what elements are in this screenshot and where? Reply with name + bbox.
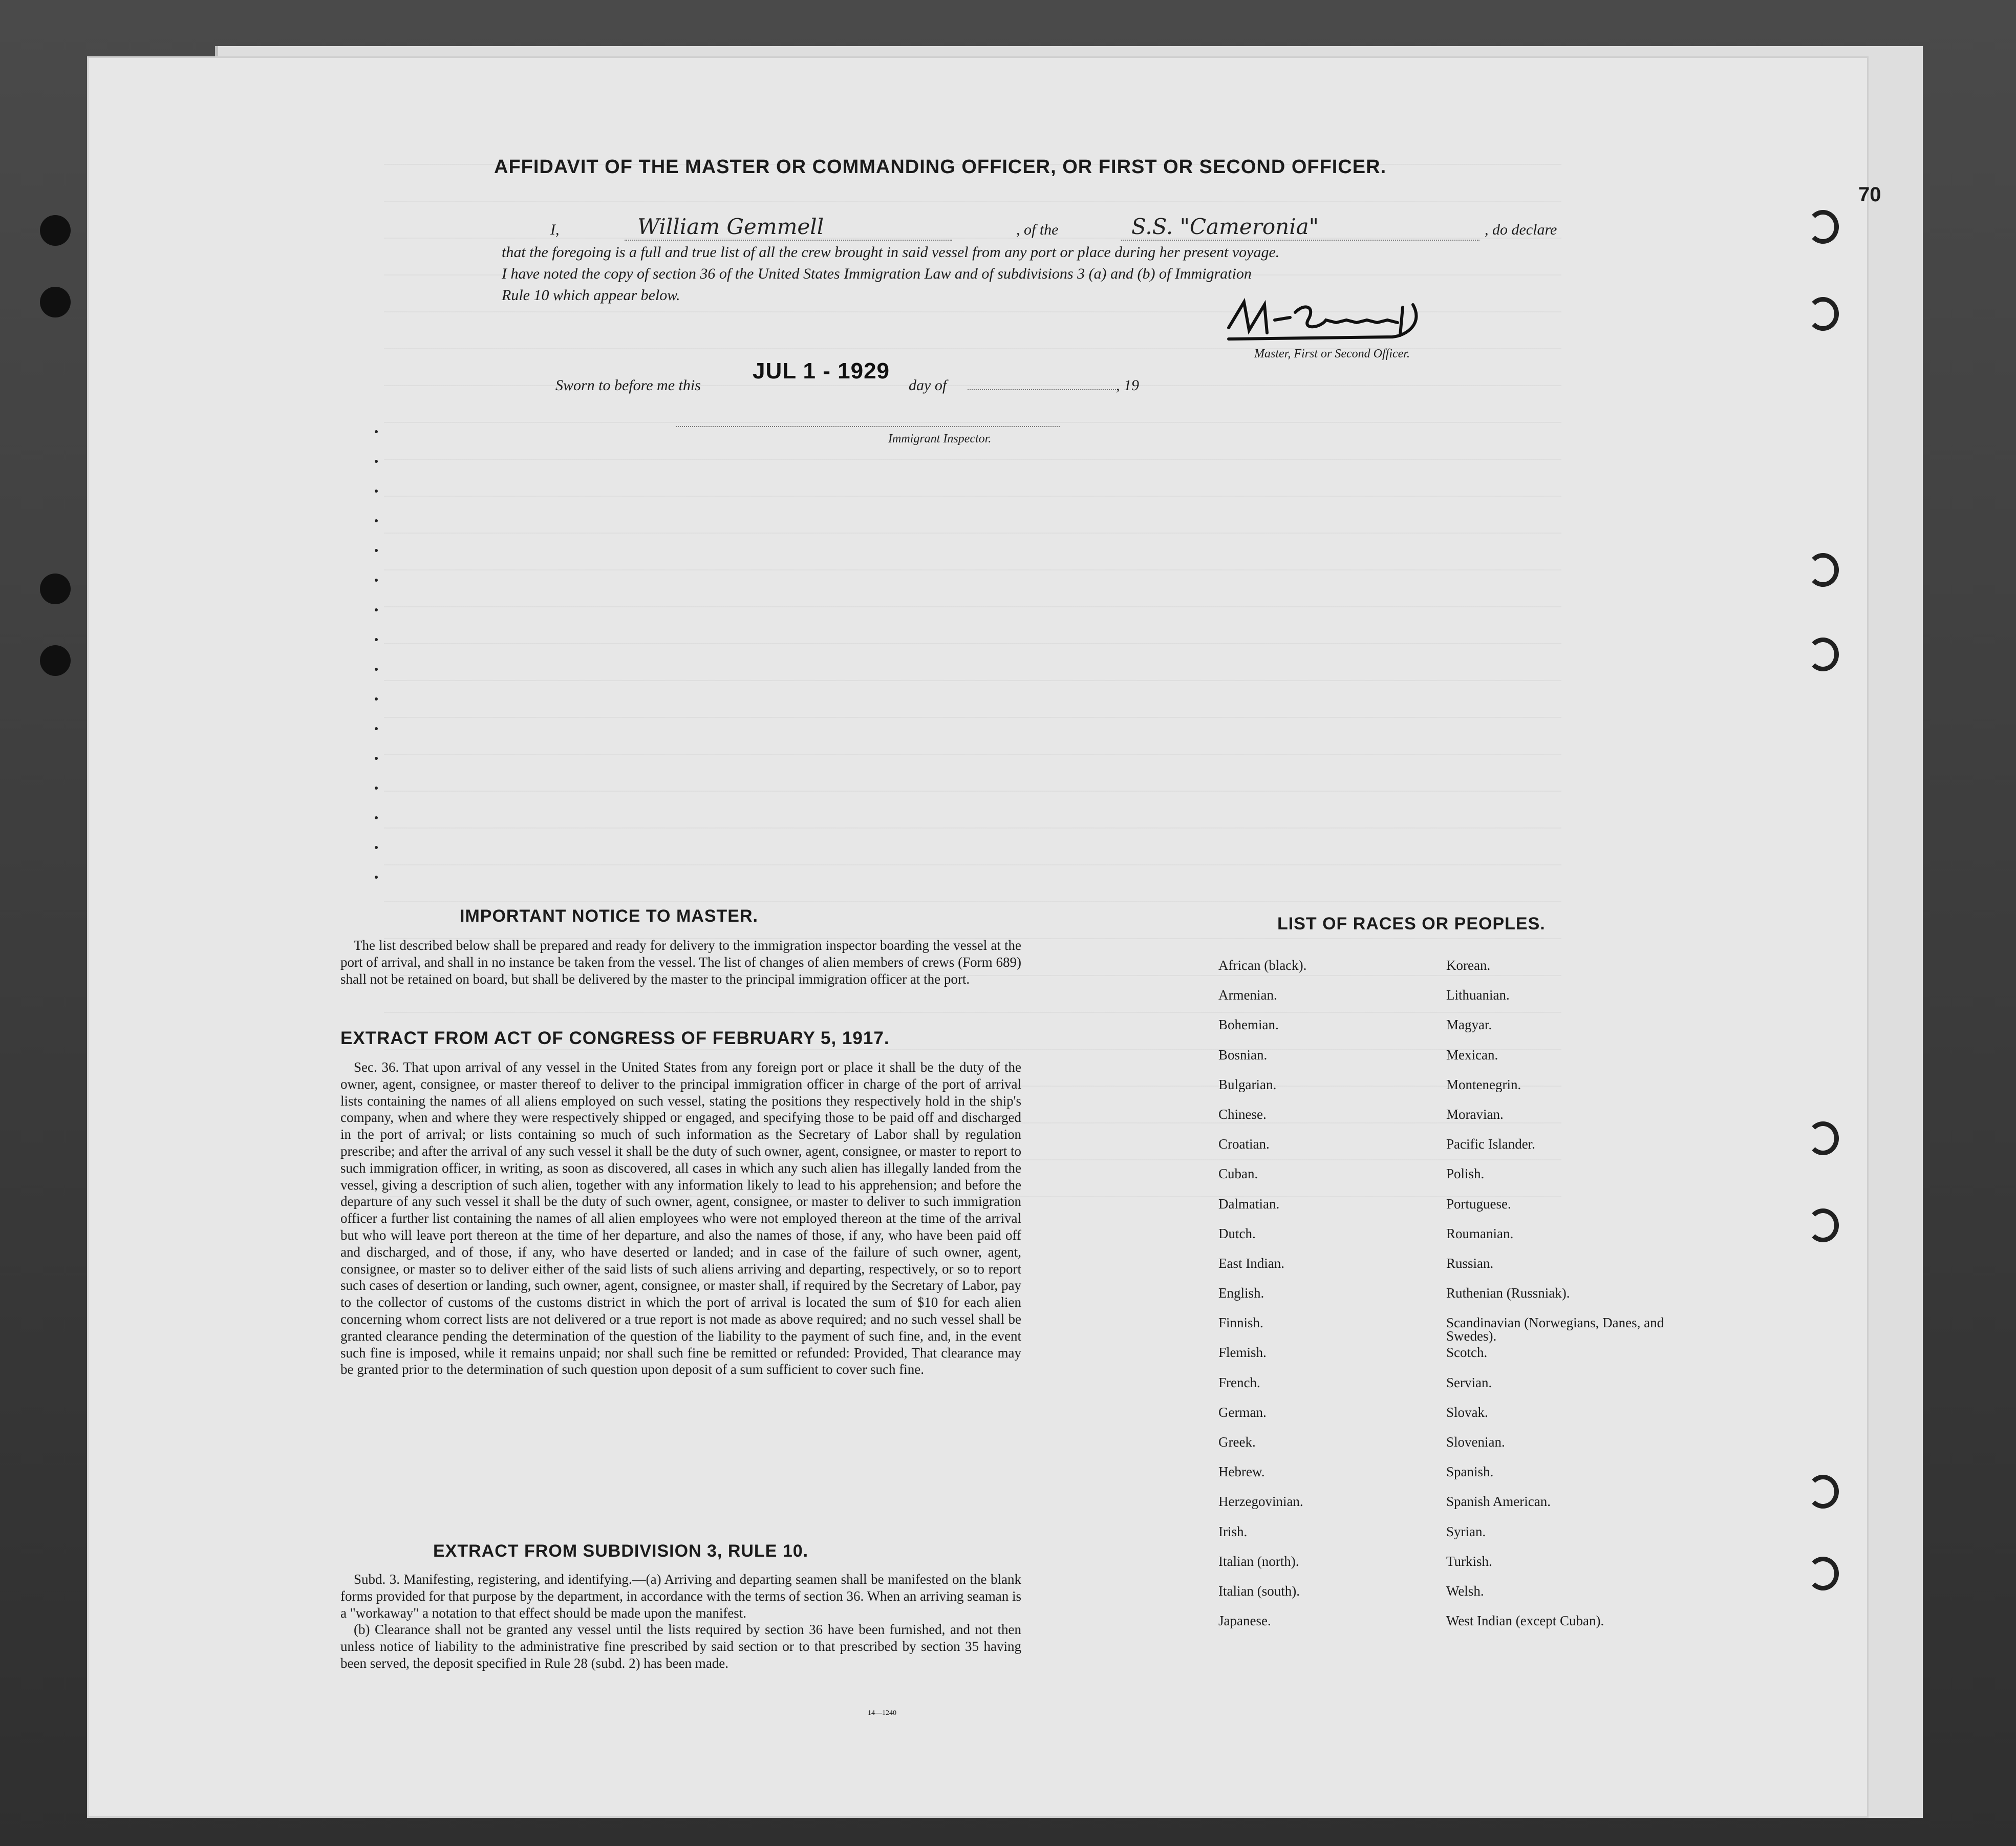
race-item: Dalmatian. [1218,1196,1280,1212]
binding-hole [40,574,71,604]
sworn-label: Sworn to before me this [555,377,701,394]
notice-heading: IMPORTANT NOTICE TO MASTER. [460,906,758,926]
race-item: Ruthenian (Russniak). [1446,1285,1570,1301]
race-item: Lithuanian. [1446,987,1510,1003]
notice-text: The list described below shall be prepared and ready for delivery to the immigration inspector boarding the vessel at the port of arrival, and shall in no instance be taken from the vessel. The list of changes of alien members of crews (Form 689) shall not be retained on board, but shall be delivered by the master to the principal immigration officer at the port. [340,938,1021,987]
binder-ring [1807,1475,1839,1509]
affidavit-heading: AFFIDAVIT OF THE MASTER OR COMMANDING OFFICER, OR FIRST OR SECOND OFFICER. [494,156,1387,178]
inspector-caption: Immigrant Inspector. [888,432,992,445]
race-item: Bohemian. [1218,1017,1279,1033]
year-label: , 19 [1116,377,1139,394]
race-item: East Indian. [1218,1255,1284,1271]
race-item: German. [1218,1404,1267,1420]
race-item: Flemish. [1218,1345,1267,1361]
i-label: I, [550,221,560,238]
rule-text-block [340,1571,1021,1672]
race-item: Irish. [1218,1523,1248,1539]
races-right-column [1446,959,1671,1644]
binder-ring [1807,638,1839,671]
of-the-label: , of the [1016,221,1059,238]
master-name-handwritten: William Gemmell [637,214,824,239]
manifest-page [87,56,1881,1818]
races-heading: LIST OF RACES OR PEOPLES. [1277,914,1546,933]
row-dot [375,638,378,641]
row-dot [375,846,378,849]
race-item: Cuban. [1218,1166,1258,1182]
month-underline [968,389,1116,390]
race-item: West Indian (except Cuban). [1446,1613,1604,1629]
inspector-signature-line [676,426,1060,427]
row-dot [375,549,378,552]
row-dot [375,519,378,522]
race-item: Roumanian. [1446,1225,1514,1241]
race-item: English. [1218,1285,1264,1301]
row-dot [375,579,378,582]
race-item: Italian (north). [1218,1553,1299,1569]
row-dot [375,787,378,790]
do-declare-label: , do declare [1485,221,1557,238]
race-item: Finnish. [1218,1315,1263,1331]
binder-ring [1807,1208,1839,1242]
signature-caption: Master, First or Second Officer. [1254,347,1410,360]
row-dot [375,460,378,463]
date-stamp: JUL 1 - 1929 [753,358,890,384]
act-text-block [340,1059,1021,1378]
race-item: Pacific Islander. [1446,1136,1535,1152]
act-text: Sec. 36. That upon arrival of any vessel in the United States from any foreign port or place it shall be the duty of the owner, agent, consignee, or master thereof to deliver to the principal immigration officer in charge of the port of arrival lists containing the names of all aliens employed on such vessel, stating the positions they respectively hold in the ship's company, when and where they were respectively shipped or engaged, and specifying those to be paid off and discharged in the port of arrival; or lists containing so much of such information as the Secretary of Labor shall by regulation prescribe; and after the arrival of any such vessel it shall be the duty of such owner, agent, consignee, or master to report to such immigration officer, in writing, as soon as discovered, all cases in which any such alien has illegally landed from the vessel, giving a description of such alien, together with any information likely to lead to his apprehension; and before the departure of any such vessel it shall be the duty of such owner, agent, consignee, or master to deliver to such immigration officer a further list containing the names of all alien employees who were not employed thereon at the time of the arrival but who will leave port thereon at the time of her departure, and also the names of those, if any, who have been paid off and discharged, and of those, if any, who have deserted or landed; and in case of the failure of such owner, agent, consignee, or master so to deliver either of the said lists of such aliens arriving and departing, respectively, or so to report such cases of desertion or landing, such owner, agent, consignee, or master shall, if required by the Secretary of Labor, pay to the collector of customs of the customs district in which the port of arrival is located the sum of $10 for each alien concerning whom correct lists are not delivered or a true report is not made as above required; and no such vessel shall be granted clearance pending the determination of the question of the liability to the payment of such fine, and, in the event such fine is imposed, while it remains unpaid; nor shall such fine be remitted or refunded: Provided, That clearance may be granted prior to the determination of such question upon deposit of a sum sufficient to cover such fine. [340,1059,1021,1377]
name-underline [625,240,952,241]
race-item: Syrian. [1446,1523,1486,1539]
race-item: Bosnian. [1218,1047,1268,1063]
race-item: Herzegovinian. [1218,1494,1303,1510]
day-of-label: day of [909,377,947,394]
row-dot [375,697,378,701]
race-item: Armenian. [1218,987,1277,1003]
rule-para-a: Subd. 3. Manifesting, registering, and identifying.—(a) Arriving and departing seamen shall be manifested on the blank forms provided for that purpose by the department, in accordance with the terms of section 36. When an arriving seaman is a "workaway" a notation to that effect should be made upon the manifest. [340,1572,1021,1621]
race-item: Montenegrin. [1446,1076,1521,1092]
binding-hole [40,645,71,676]
row-dot [375,490,378,493]
row-dot [375,727,378,730]
race-item: Turkish. [1446,1553,1492,1569]
act-heading: EXTRACT FROM ACT OF CONGRESS OF FEBRUARY 5, 1917. [340,1028,890,1048]
vessel-name-handwritten: S.S. "Cameronia" [1131,214,1319,239]
race-item: Magyar. [1446,1017,1492,1033]
binder-ring [1807,210,1839,244]
binding-hole [40,287,71,317]
notice-text-block [340,937,1021,987]
race-item: Polish. [1446,1166,1485,1182]
race-item: Mexican. [1446,1047,1498,1063]
master-signature [1218,292,1459,348]
row-dot [375,816,378,819]
race-item: Spanish. [1446,1464,1494,1480]
binder-ring [1807,297,1839,331]
race-item: Portuguese. [1446,1196,1511,1212]
binder-ring [1807,1557,1839,1590]
race-item: Italian (south). [1218,1583,1300,1599]
race-item: Scandinavian (Norwegians, Danes, and Swedes). [1446,1315,1664,1344]
race-item: Greek. [1218,1434,1256,1450]
race-item: Croatian. [1218,1136,1270,1152]
form-number: 14—1240 [868,1709,896,1717]
row-dot [375,668,378,671]
race-item: Welsh. [1446,1583,1484,1599]
affidavit-line-2: that the foregoing is a full and true list of all the crew brought in said vessel from any port or place during her present voyage. [502,244,1280,261]
race-item: Scotch. [1446,1345,1488,1361]
affidavit-line-4: Rule 10 which appear below. [502,287,680,304]
race-item: French. [1218,1374,1260,1390]
row-dot [375,757,378,760]
race-item: Slovak. [1446,1404,1488,1420]
race-item: Slovenian. [1446,1434,1505,1450]
binder-ring [1807,553,1839,587]
binder-ring [1807,1121,1839,1155]
rule-heading: EXTRACT FROM SUBDIVISION 3, RULE 10. [433,1541,809,1561]
race-item: Chinese. [1218,1106,1267,1122]
affidavit-line-3: I have noted the copy of section 36 of the United States Immigration Law and of subdivisions 3 (a) and (b) of Immigration [502,265,1252,282]
row-dot [375,608,378,611]
page-number: 70 [1858,183,1881,206]
row-dot [375,876,378,879]
race-item: Bulgarian. [1218,1076,1277,1092]
race-item: Dutch. [1218,1225,1256,1241]
races-left-column [1218,959,1413,1644]
race-item: African (black). [1218,958,1307,973]
race-item: Moravian. [1446,1106,1504,1122]
race-item: Hebrew. [1218,1464,1265,1480]
race-item: Korean. [1446,958,1491,973]
race-item: Servian. [1446,1374,1492,1390]
race-item: Russian. [1446,1255,1494,1271]
vessel-underline [1121,240,1479,241]
rule-para-b: (b) Clearance shall not be granted any vessel until the lists required by section 36 have been furnished, and not then unless notice of liability to the administrative fine prescribed by said section or to that prescribed by section 35 having been served, the deposit specified in Rule 28 (subd. 2) has been made. [340,1622,1021,1671]
race-item: Spanish American. [1446,1494,1551,1510]
race-item: Japanese. [1218,1613,1271,1629]
binding-hole [40,215,71,246]
row-dot [375,430,378,433]
